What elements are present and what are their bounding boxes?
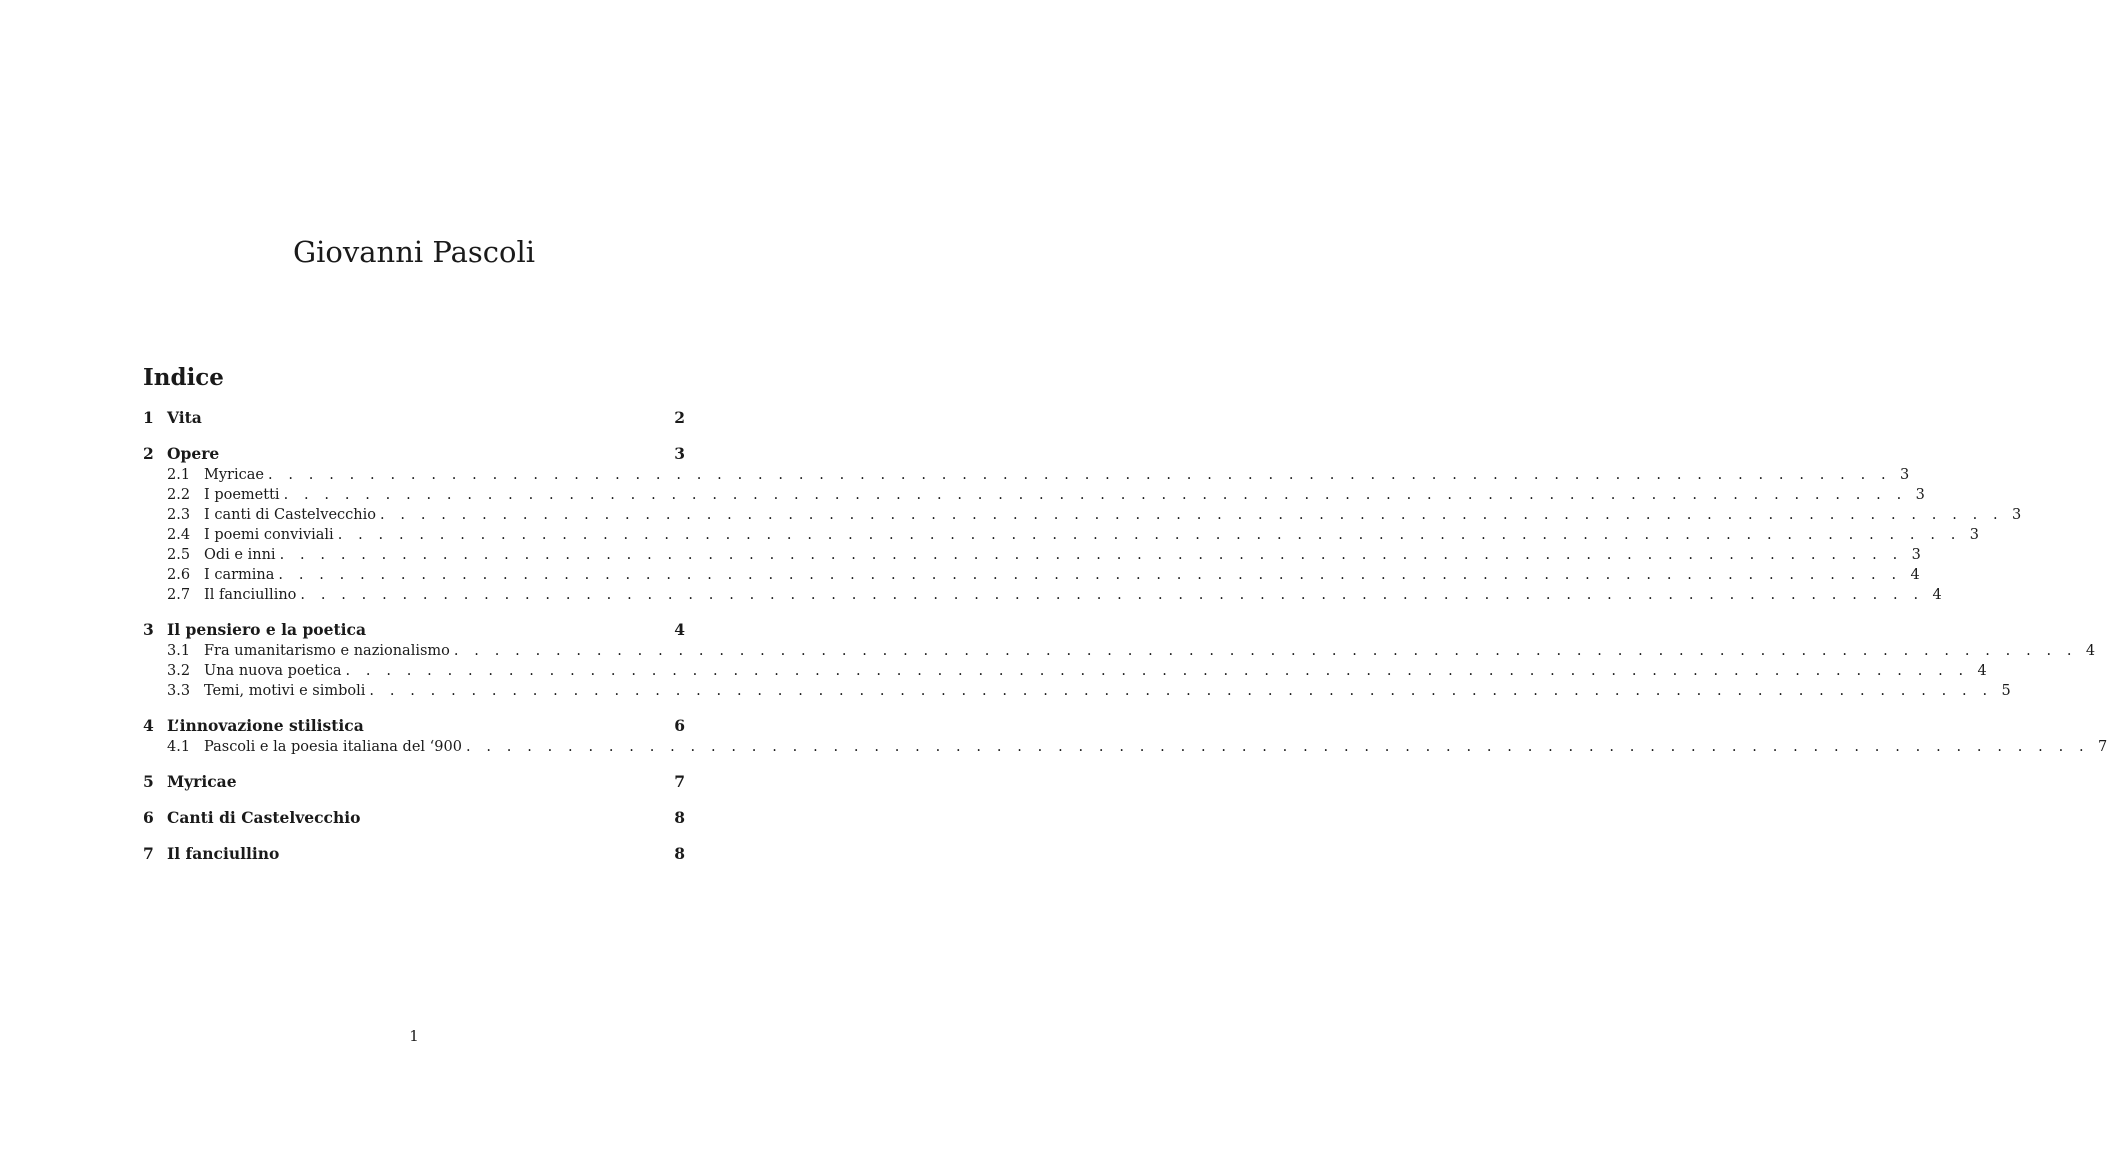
section-number: 5 [143, 772, 154, 791]
toc-sections [143, 407, 2107, 865]
subsection-number: 2.7 [167, 587, 191, 603]
dot-leader: . . . . . . . . . . . . . . . . . . . . . . . . . . . . . . . . . . . . . . . . . . . . . . . . . . . . . . . . . . . . . . . . . . . . . . . . . . . . . . . . [267, 467, 1892, 483]
dot-leader: . . . . . . . . . . . . . . . . . . . . . . . . . . . . . . . . . . . . . . . . . . . . . . . . . . . . . . . . . . . . . . . . . . . . . . . . . . . . . . . . [380, 507, 2004, 523]
subsection-title: Fra umanitarismo e nazionalismo [204, 641, 454, 661]
toc-section [143, 807, 685, 829]
subsection-title: Odi e inni [204, 545, 280, 565]
section-page-number: 4 [674, 620, 685, 639]
toc-subsection-entry[interactable] [143, 681, 2011, 701]
subsection-page-number: 3 [2012, 507, 2022, 523]
section-page-number: 3 [674, 444, 685, 463]
dot-leader: . . . . . . . . . . . . . . . . . . . . . . . . . . . . . . . . . . . . . . . . . . . . . . . . . . . . . . . . . . . . . . . . . . . . . . . . . . . . . . . . [465, 739, 2090, 755]
subsection-page-number: 5 [2001, 683, 2011, 699]
subsection-number: 2.2 [167, 487, 191, 503]
toc-section-entry[interactable] [143, 843, 685, 865]
dot-leader: . . . . . . . . . . . . . . . . . . . . . . . . . . . . . . . . . . . . . . . . . . . . . . . . . . . . . . . . . . . . . . . . . . . . . . . . . . . . . . . . [283, 487, 1907, 503]
subsection-number: 2.1 [167, 467, 191, 483]
toc-section [143, 843, 685, 865]
toc-section-entry[interactable] [143, 771, 685, 793]
subsection-number: 2.5 [167, 547, 191, 563]
subsection-number: 2.3 [167, 507, 191, 523]
toc-heading: Indice [143, 364, 224, 391]
toc-section-entry[interactable] [143, 807, 685, 829]
section-number: 1 [143, 408, 154, 427]
page-number: 1 [409, 1027, 419, 1045]
toc-section [143, 407, 685, 429]
section-number: 3 [143, 620, 154, 639]
toc-subsection-entry[interactable] [143, 661, 1987, 681]
subsection-title: Il fanciullino [204, 585, 300, 605]
section-page-number: 6 [674, 716, 685, 735]
subsection-number: 2.4 [167, 527, 191, 543]
subsection-title: Myricae [204, 465, 268, 485]
toc-section-entry[interactable] [143, 443, 685, 465]
toc-section [143, 443, 2022, 605]
toc-subsection-entry[interactable] [143, 525, 1979, 545]
subsection-page-number: 4 [2085, 643, 2096, 659]
subsection-page-number: 3 [1900, 467, 1910, 483]
toc-subsection-entry[interactable] [143, 641, 2096, 661]
section-page-number: 2 [674, 408, 685, 427]
subsection-page-number: 4 [1910, 567, 1920, 583]
toc-section [143, 619, 2096, 701]
dot-leader: . . . . . . . . . . . . . . . . . . . . . . . . . . . . . . . . . . . . . . . . . . . . . . . . . . . . . . . . . . . . . . . . . . . . . . . . . . . . . . . . [337, 527, 1961, 543]
section-title: Vita [167, 408, 202, 427]
subsection-title: Una nuova poetica [204, 661, 346, 681]
document-title: Giovanni Pascoli [292, 235, 536, 269]
subsection-title: Temi, motivi e simboli [204, 681, 369, 701]
section-number: 7 [143, 844, 154, 863]
toc-section-entry[interactable] [143, 619, 685, 641]
toc-subsection-entry[interactable] [143, 505, 2022, 525]
subsection-title: I carmina [204, 565, 278, 585]
subsection-page-number: 4 [1977, 663, 1987, 679]
section-title: Myricae [167, 772, 237, 791]
section-title: Il pensiero e la poetica [167, 620, 367, 639]
section-page-number: 7 [674, 772, 685, 791]
toc-subsection-entry[interactable] [143, 565, 1920, 585]
toc-section-entry[interactable] [143, 407, 685, 429]
toc-section [143, 715, 2107, 757]
subsection-page-number: 3 [1911, 547, 1921, 563]
subsection-page-number: 7 [2097, 739, 2107, 755]
section-title: Opere [167, 444, 220, 463]
subsection-title: I canti di Castelvecchio [204, 505, 380, 525]
dot-leader: . . . . . . . . . . . . . . . . . . . . . . . . . . . . . . . . . . . . . . . . . . . . . . . . . . . . . . . . . . . . . . . . . . . . . . . . . . . . . . . . [369, 683, 1993, 699]
dot-leader: . . . . . . . . . . . . . . . . . . . . . . . . . . . . . . . . . . . . . . . . . . . . . . . . . . . . . . . . . . . . . . . . . . . . . . . . . . . . . . . . [278, 567, 1902, 583]
dot-leader: . . . . . . . . . . . . . . . . . . . . . . . . . . . . . . . . . . . . . . . . . . . . . . . . . . . . . . . . . . . . . . . . . . . . . . . . . . . . . . . . [300, 587, 1924, 603]
subsection-page-number: 3 [1915, 487, 1925, 503]
section-title: Il fanciullino [167, 844, 280, 863]
toc-section [143, 771, 685, 793]
subsection-number: 3.1 [167, 643, 191, 659]
dot-leader: . . . . . . . . . . . . . . . . . . . . . . . . . . . . . . . . . . . . . . . . . . . . . . . . . . . . . . . . . . . . . . . . . . . . . . . . . . . . . . . . [279, 547, 1903, 563]
dot-leader: . . . . . . . . . . . . . . . . . . . . . . . . . . . . . . . . . . . . . . . . . . . . . . . . . . . . . . . . . . . . . . . . . . . . . . . . . . . . . . . . [453, 643, 2078, 659]
section-page-number: 8 [674, 808, 685, 827]
subsection-number: 2.6 [167, 567, 191, 583]
subsection-number: 3.3 [167, 683, 191, 699]
section-page-number: 8 [674, 844, 685, 863]
subsection-number: 3.2 [167, 663, 191, 679]
section-title: L’innovazione stilistica [167, 716, 364, 735]
subsection-title: I poemi conviviali [204, 525, 338, 545]
section-number: 4 [143, 716, 154, 735]
subsection-page-number: 4 [1932, 587, 1942, 603]
section-number: 6 [143, 808, 154, 827]
section-number: 2 [143, 444, 154, 463]
subsection-number: 4.1 [167, 739, 191, 755]
toc-subsection-entry[interactable] [143, 737, 2107, 757]
toc-subsection-entry[interactable] [143, 585, 1942, 605]
toc-subsection-entry[interactable] [143, 545, 1921, 565]
subsection-title: I poemetti [204, 485, 284, 505]
toc-subsection-entry[interactable] [143, 465, 1910, 485]
toc-subsection-entry[interactable] [143, 485, 1925, 505]
table-of-contents [143, 362, 2107, 879]
dot-leader: . . . . . . . . . . . . . . . . . . . . . . . . . . . . . . . . . . . . . . . . . . . . . . . . . . . . . . . . . . . . . . . . . . . . . . . . . . . . . . . . [345, 663, 1969, 679]
toc-section-entry[interactable] [143, 715, 685, 737]
subsection-page-number: 3 [1969, 527, 1979, 543]
section-title: Canti di Castelvecchio [167, 808, 361, 827]
subsection-title: Pascoli e la poesia italiana del ‘900 [204, 737, 466, 757]
